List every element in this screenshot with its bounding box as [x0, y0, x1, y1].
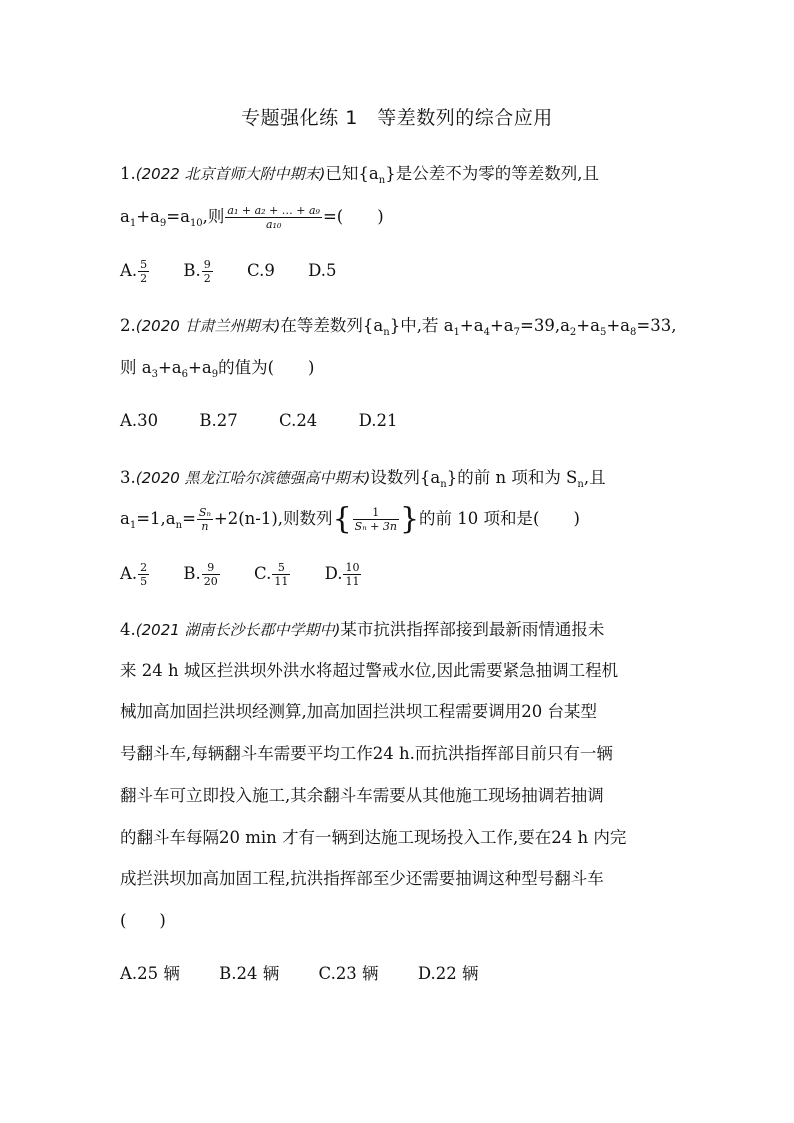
q3-opt-c-den: 11	[274, 575, 289, 588]
q1-text2: }是公差不为零的等差数列,且	[385, 164, 599, 183]
q3-opt-d-num: 10	[345, 561, 360, 574]
q3-frac1-den: n	[201, 520, 209, 533]
q4-options	[120, 962, 506, 986]
q3-number: 3.	[120, 468, 136, 487]
q3-l2-b: =1,a	[136, 509, 176, 528]
q1-opt-b-num: 9	[203, 258, 211, 271]
q2-line1	[120, 314, 676, 338]
page-title: 专题强化练 1 等差数列的综合应用	[241, 107, 553, 129]
q2-sub5: 5	[599, 327, 607, 338]
q1-sub10: 10	[189, 218, 203, 229]
q2-close: )	[308, 358, 315, 377]
q3-brace-left: {	[332, 501, 352, 537]
q2-sub8: 8	[630, 327, 637, 338]
q3-l2-c: =	[182, 509, 196, 528]
q2-option-d[interactable]: D.21	[358, 411, 398, 430]
q1-options	[120, 258, 364, 285]
q2-sub6: 6	[181, 369, 189, 380]
q1-sub1: 1	[129, 218, 137, 229]
q3-opt-a-label: A.	[120, 564, 138, 583]
q3-l2-e: 的前 10 项和是(	[419, 509, 540, 528]
q4-source: (2021 湖南长沙长郡中学期中)	[135, 621, 341, 639]
q2-sub4: 4	[483, 327, 490, 338]
q3-sub-an: n	[175, 520, 183, 531]
q1-frac-den: a₁₀	[266, 218, 282, 231]
q4-text-line-3: 械加高加固拦洪坝经测算,加高加固拦洪坝工程需要调用20 台某型	[120, 702, 597, 721]
q1-frac-num: a₁ + a₂ + … + a₉	[227, 204, 320, 217]
q1-line2	[120, 204, 384, 231]
q2-rest: =39,a	[520, 316, 570, 335]
q3-opt-b-label: B.	[183, 564, 201, 583]
q3-sub1: 1	[129, 520, 137, 531]
q2-sub3: 3	[151, 369, 158, 380]
q3-l2-a: a	[120, 509, 130, 528]
q3-option-b[interactable]	[183, 561, 220, 588]
q1-option-a[interactable]	[120, 258, 150, 285]
q3-line1	[120, 466, 606, 490]
q3-opt-a-den: 5	[140, 575, 148, 588]
q1-line1	[120, 162, 599, 186]
q3-l2-d: +2(n-1),则数列	[213, 509, 333, 528]
q1-source: (2022 北京首师大附中期末)	[135, 165, 326, 183]
q2-l2-pre: 则 a	[120, 358, 152, 377]
q1-opt-a-label: A.	[120, 261, 138, 280]
q3-frac1	[197, 506, 213, 533]
q2-sub2: 2	[569, 327, 577, 338]
q1-cond-mid: +a	[136, 207, 160, 226]
q2-sub-n: n	[383, 327, 390, 338]
q3-option-c[interactable]	[254, 561, 291, 588]
q1-opt-a-frac	[138, 258, 149, 285]
q1-option-d[interactable]: D.5	[308, 261, 337, 280]
q4-text-line-1: 某市抗洪指挥部接到最新雨情通报未	[340, 620, 605, 639]
q3-opt-b-frac	[202, 561, 220, 588]
q2-option-a[interactable]: A.30	[120, 411, 159, 430]
q3-frac1-num: Sₙ	[198, 506, 211, 519]
q2-sub7: 7	[513, 327, 520, 338]
q2-text: 在等差数列{a	[280, 316, 384, 335]
q1-opt-b-frac	[202, 258, 213, 285]
q3-options	[120, 561, 390, 588]
q3-option-d[interactable]	[325, 561, 363, 588]
q4-text-line-6: 的翻斗车每隔20 min 才有一辆到达施工现场投入工作,要在24 h 内完	[120, 828, 627, 847]
q3-option-a[interactable]	[120, 561, 150, 588]
q1-then: ,则	[202, 207, 225, 226]
q3-frac2	[353, 506, 399, 533]
q3-text2: }的前 n 项和为 S	[446, 468, 578, 487]
q2-rest2: =33,	[636, 316, 677, 335]
q3-opt-c-num: 5	[272, 561, 290, 575]
q3-opt-a-frac	[138, 561, 149, 588]
q3-text: 设数列{a	[370, 468, 441, 487]
q2-options	[120, 409, 425, 433]
q1-text: 已知{a	[325, 164, 379, 183]
q4-line1	[120, 618, 604, 642]
q2-option-b[interactable]: B.27	[199, 411, 238, 430]
q1-opt-a-den: 2	[140, 272, 148, 285]
q3-opt-b-den: 20	[203, 575, 218, 588]
q1-option-c[interactable]: C.9	[247, 261, 275, 280]
q2-l2-post: 的值为(	[218, 358, 274, 377]
q2-plus-a8: +a	[606, 316, 630, 335]
q1-close: )	[377, 207, 384, 226]
q3-opt-c-frac	[272, 561, 290, 588]
q4-text-line-5: 翻斗车可立即投入施工,其余翻斗车需要从其他施工现场抽调若抽调	[120, 786, 604, 805]
q2-plus-a7: +a	[489, 316, 514, 335]
q1-option-b[interactable]	[183, 258, 213, 285]
q4-number: 4.	[120, 620, 136, 639]
q2-text2: }中,若 a	[389, 316, 454, 335]
q3-opt-c-label: C.	[254, 564, 272, 583]
q3-opt-b-num: 9	[202, 561, 220, 575]
q4-answer-paren: ( )	[120, 911, 166, 930]
q3-opt-d-den: 11	[345, 575, 360, 588]
q2-source: (2020 甘肃兰州期末)	[135, 317, 281, 335]
q3-close: )	[573, 509, 580, 528]
q2-number: 2.	[120, 316, 136, 335]
q4-option-b[interactable]: B.24 辆	[219, 964, 280, 983]
q1-sub9: 9	[159, 218, 167, 229]
q3-source: (2020 黑龙江哈尔滨德强高中期末)	[135, 469, 371, 487]
q1-eq: =(	[322, 207, 344, 226]
q3-frac2-den: Sₙ + 3n	[354, 520, 397, 533]
q3-sub-n: n	[440, 479, 447, 490]
q3-line2	[120, 501, 580, 537]
q2-plus-a9: +a	[188, 358, 212, 377]
q4-option-d[interactable]: D.22 辆	[417, 964, 479, 983]
q2-line2	[120, 356, 314, 380]
q3-sub-sn: n	[577, 479, 584, 490]
q3-opt-d-label: D.	[324, 564, 343, 583]
q1-sub: n	[378, 175, 386, 186]
q2-plus-a5: +a	[576, 316, 600, 335]
q4-text-line-2: 来 24 h 城区拦洪坝外洪水将超过警戒水位,因此需要紧急抽调工程机	[120, 661, 619, 680]
q4-text-line-4: 号翻斗车,每辆翻斗车需要平均工作24 h.而抗洪指挥部目前只有一辆	[120, 744, 613, 763]
q2-sub9: 9	[211, 369, 219, 380]
q1-cond-eq: =a	[166, 207, 190, 226]
q3-opt-a-num: 2	[140, 561, 148, 574]
q2-option-c[interactable]: C.24	[279, 411, 318, 430]
q4-option-a[interactable]: A.25 辆	[120, 964, 180, 983]
q3-brace-right: }	[399, 501, 420, 537]
q2-sub1: 1	[453, 327, 460, 338]
q3-opt-d-frac	[343, 561, 361, 588]
q1-opt-a-num: 5	[140, 258, 148, 271]
q3-text3: ,且	[583, 468, 606, 487]
q2-plus-a6: +a	[157, 358, 182, 377]
q1-number: 1.	[120, 164, 136, 183]
q4-option-c[interactable]: C.23 辆	[318, 964, 379, 983]
q2-plus-a4: +a	[459, 316, 484, 335]
q3-frac2-num: 1	[353, 506, 399, 520]
q1-fraction	[225, 204, 322, 231]
q1-opt-b-den: 2	[203, 272, 211, 285]
q4-text-line-7: 成拦洪坝加高加固工程,抗洪指挥部至少还需要抽调这种型号翻斗车	[120, 869, 604, 888]
q1-cond: a	[120, 207, 130, 226]
q1-opt-b-label: B.	[183, 261, 201, 280]
